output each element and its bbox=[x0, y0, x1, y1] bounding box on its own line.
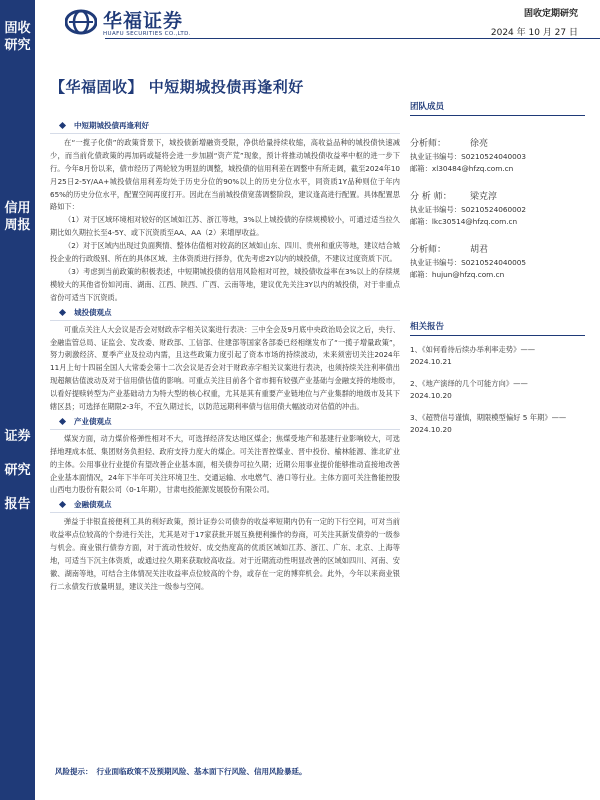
team-panel bbox=[410, 100, 585, 295]
cert-label: 执业证书编号： bbox=[410, 258, 462, 267]
sidebar-label-fixed-income: 固收研究 bbox=[4, 21, 31, 53]
analyst-card bbox=[410, 189, 585, 228]
related-report-date: 2024.10.20 bbox=[410, 425, 452, 434]
analyst-card bbox=[410, 242, 585, 281]
page-title: 【华福固收】 中短期城投债再逢利好 bbox=[50, 78, 304, 96]
related-report-date: 2024.10.20 bbox=[410, 391, 452, 400]
cert-label: 执业证书编号： bbox=[410, 205, 462, 214]
analyst-card bbox=[410, 136, 585, 175]
risk-label: 风险提示： bbox=[55, 767, 93, 776]
cert-label: 执业证书编号： bbox=[410, 152, 462, 161]
header-divider bbox=[105, 38, 600, 39]
analyst-name: 胡君 bbox=[470, 245, 489, 255]
sidebar bbox=[0, 0, 35, 800]
email-label: 邮箱： bbox=[410, 217, 432, 226]
related-report-item[interactable] bbox=[410, 378, 585, 402]
analyst-email[interactable]: hujun@hfzq.com.cn bbox=[431, 270, 505, 279]
cert-number: S0210524060002 bbox=[461, 205, 527, 214]
team-heading: 团队成员 bbox=[410, 100, 585, 116]
section-heading-financial: 金融债观点 bbox=[50, 499, 400, 513]
related-report-title: 3、《超赞信号谨慎，期限模型偏好 5 年期》—— bbox=[410, 413, 567, 422]
related-heading: 相关报告 bbox=[410, 320, 585, 336]
sidebar-label-credit-weekly: 信用周报 bbox=[4, 201, 31, 233]
analyst-role: 分 析 师： bbox=[410, 192, 452, 202]
analyst-role: 分析师： bbox=[410, 245, 447, 255]
risk-text: 行业面临政策不及预期风险、基本面下行风险、信用风险暴延。 bbox=[96, 767, 307, 776]
email-label: 邮箱： bbox=[410, 270, 432, 279]
related-report-title: 2、《地产演绎的几个可能方向》—— bbox=[410, 379, 528, 388]
main-content bbox=[50, 120, 400, 594]
report-type: 固收定期研究 bbox=[523, 9, 578, 19]
paragraph: 在“一揽子化债”的政策背景下，城投债新增融资受限，净供给量持续收缩，高收益品种的城投债快速减少，而当前化债政策的再加码或疑将会进一步加剧“资产荒”现象，预计将推动城投债收益率中枢的进一步下行。今年8月份以来，债市经历了两轮较为明显的调整，城投债的信用利差在调整中有所走阔，截至2024年10月25日2-5Y/AA+城投债信用利差均处于历史分位的90%以上的历史分位水平，同资质1Y品种则位于年内65%的历史分位水平，配置空间再度打开。因此在当前城投债宽荡调整阶段，建议逢高进行配置。具体配置思路如下： bbox=[50, 137, 400, 212]
paragraph: （1）对于区域环境相对较好的区域如江苏、浙江等地，3%以上城投债的存续规模较小，可通过适当拉久期比如久期拉长至4-5Y、或下沉资质至AA、AA（2）来增厚收益。 bbox=[50, 215, 400, 238]
paragraph: （3）考虑到当前政策的积极表述，中短期城投债的信用风险相对可控，城投债收益率在3%以上的存续规模较大的其他省份如河南、湖南、江西、陕西、广西、云南等地，建议优先关注3Y以内的城投债，对于非重点省份可适当下沉资质。 bbox=[50, 266, 400, 302]
analyst-name: 徐亮 bbox=[470, 139, 489, 149]
risk-warning bbox=[55, 766, 395, 777]
report-date: 2024 年 10 月 27 日 bbox=[490, 28, 578, 38]
related-report-title: 1、《如何看待后续办举利率走势》—— bbox=[410, 345, 536, 354]
paragraph: （2）对于区域内出现过负面舆情、整体估值相对较高的区域如山东、四川、贵州和重庆等地，建议结合城投企业的行政级别、所在的具体区域、主体资质进行择券，优先考虑2Y以内的城投债，不建议过度资质下沉。 bbox=[50, 241, 400, 264]
analyst-role: 分析师： bbox=[410, 139, 447, 149]
paragraph: 可重点关注人大会议是否会对财政赤字相关议案进行表决：三中全会及9月底中央政治局会议之后，央行、金融监管总局、证监会、发改委、财政部、工信部、住建部等国家各部委已经相继发布了“一揽子增量政策”，努力刺激经济、夏季产业及拉动内需，且这些政策力度引起了资本市场的持续波动，未来须密切关注2024年11月上旬十四届全国人大常委会第十二次会议是否会对于财政赤字相关议案进行表决，也须持续关注利率债出现超额估值波动及对于信用债估值的影响。可重点关注目前各个省市拥有较强产业基础与金融支持的地级市，以看好提赎转型为产业基础动力为特大型的核心权重，尤其是其有重要产业链地位与产业集群的地级市及其下辖区县；可选择在期限2-3年，不宜久期过长，以防范远期利率债与信用债大幅波动对估值的冲击。 bbox=[50, 324, 400, 412]
analyst-email[interactable]: lkc30514@hfzq.com.cn bbox=[431, 217, 518, 226]
related-reports bbox=[410, 320, 585, 446]
related-report-date: 2024.10.21 bbox=[410, 357, 452, 366]
logo-mark-icon bbox=[65, 6, 97, 38]
page-header bbox=[35, 0, 600, 48]
logo-text-cn: 华福证券 bbox=[103, 10, 184, 32]
company-logo bbox=[65, 6, 225, 42]
analyst-email[interactable]: xl30484@hfzq.com.cn bbox=[431, 164, 514, 173]
header-meta bbox=[491, 6, 578, 38]
logo-text-en: HUAFU SECURITIES CO.,LTD. bbox=[103, 31, 191, 37]
section-heading-chengtou: 城投债观点 bbox=[50, 307, 400, 321]
section-heading-main: 中短期城投债再逢利好 bbox=[50, 120, 400, 134]
analyst-name: 梁克淳 bbox=[470, 192, 498, 202]
sidebar-label-securities-report: 证券研究报告 bbox=[4, 429, 31, 512]
paragraph: 弹益于非银直接便利工具的利好政策，预计证券公司债券的收益率短期内仍有一定的下行空间，可对当前收益率点位较高的个券进行关注，尤其是对于17家获批开展互换便利操作的券商，可关注其新发债券的一级参与机会。商业银行债券方面，对于流动性较好、成交热度高的优质区域如江苏、浙江、广东、北京、上海等地，可适当下沉主体资质，或通过拉久期来获取较高收益。对于近期流动性明显改善的区域如四川、河南、安徽、湖南等地，可结合主体情况关注收益率点位较高的个券，或存在一定的博弈机会。此外，今年以来商业银行二永债发行放量明显，建议关注一级参与空间。 bbox=[50, 517, 400, 591]
cert-number: S0210524040005 bbox=[461, 258, 527, 267]
section-heading-industry: 产业债观点 bbox=[50, 416, 400, 430]
email-label: 邮箱： bbox=[410, 164, 432, 173]
related-report-item[interactable] bbox=[410, 344, 585, 368]
cert-number: S0210524040003 bbox=[461, 152, 527, 161]
paragraph: 煤炭方面，动力煤价格弹性相对不大，可选择经济发达地区煤企；焦煤受地产和基建行业影响较大，可选择地理成本低、集团财务负担轻、政府支持力度大的煤企。可关注晋控煤业、晋中投份、榆林能源、淮北矿业的主体。公用事业行业提价有望改善企业基本面，相关债券可拉久期；近期公用事业提价能够推动直接地改善企业基本面情况，24年下半年可关注环境卫生、交通运输、水电燃气、港口等行业。主体方面可关注鲁能控股山西电力股份有限公司（0-1年期），甘肃电投能源发展股份有限公司。 bbox=[50, 433, 400, 495]
related-report-item[interactable] bbox=[410, 412, 585, 436]
